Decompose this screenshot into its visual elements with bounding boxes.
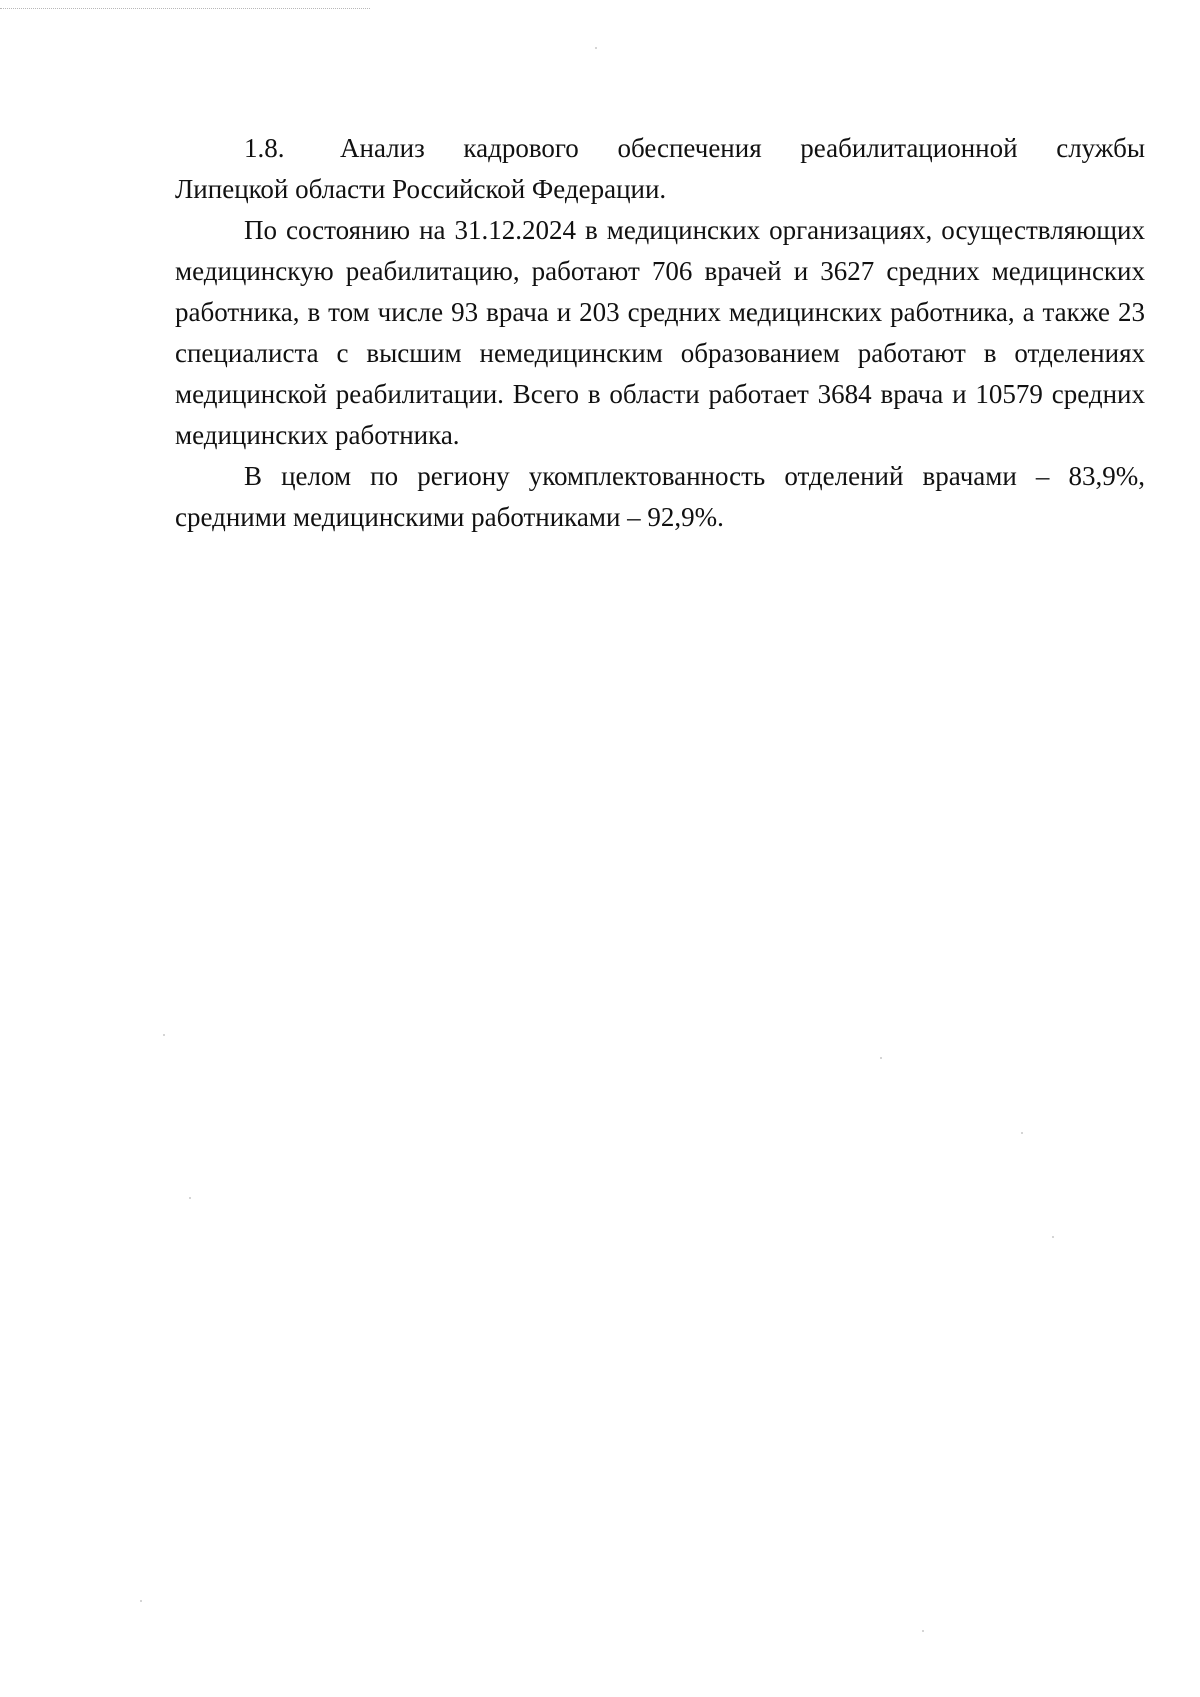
scan-speck bbox=[1021, 1132, 1023, 1134]
scan-speck bbox=[595, 47, 597, 49]
scan-speck bbox=[922, 1630, 924, 1632]
paragraph-staffing-level: В целом по региону укомплектованность отделений врачами – 83,9%, средними медицинскими работниками – 92,9%. bbox=[175, 461, 1145, 532]
document-content bbox=[175, 128, 1145, 538]
section-title-line2: Липецкой области Российской Федерации. bbox=[175, 174, 667, 204]
scan-speck bbox=[163, 1034, 165, 1036]
scan-speck bbox=[1052, 1236, 1054, 1238]
scan-speck bbox=[140, 1600, 142, 1602]
section-number: 1.8. bbox=[244, 133, 285, 163]
scan-speck bbox=[880, 1057, 882, 1059]
section-heading bbox=[175, 128, 1145, 169]
scan-edge-line bbox=[0, 8, 370, 9]
scan-speck bbox=[189, 1197, 191, 1199]
paragraph-staffing: По состоянию на 31.12.2024 в медицинских организациях, осуществляющих медицинскую реабилитацию, работают 706 врачей и 3627 средних медицинских работника, в том числе 93 врача и 203 средних медицинских работника, а также 23 специалиста с высшим немедицинским образованием работают в отделениях медицинской реабилитации. Всего в области работает 3684 врача и 10579 средних медицинских работника. bbox=[175, 215, 1145, 450]
section-title-line1: Анализ кадрового обеспечения реабилитационной службы bbox=[340, 133, 1145, 163]
